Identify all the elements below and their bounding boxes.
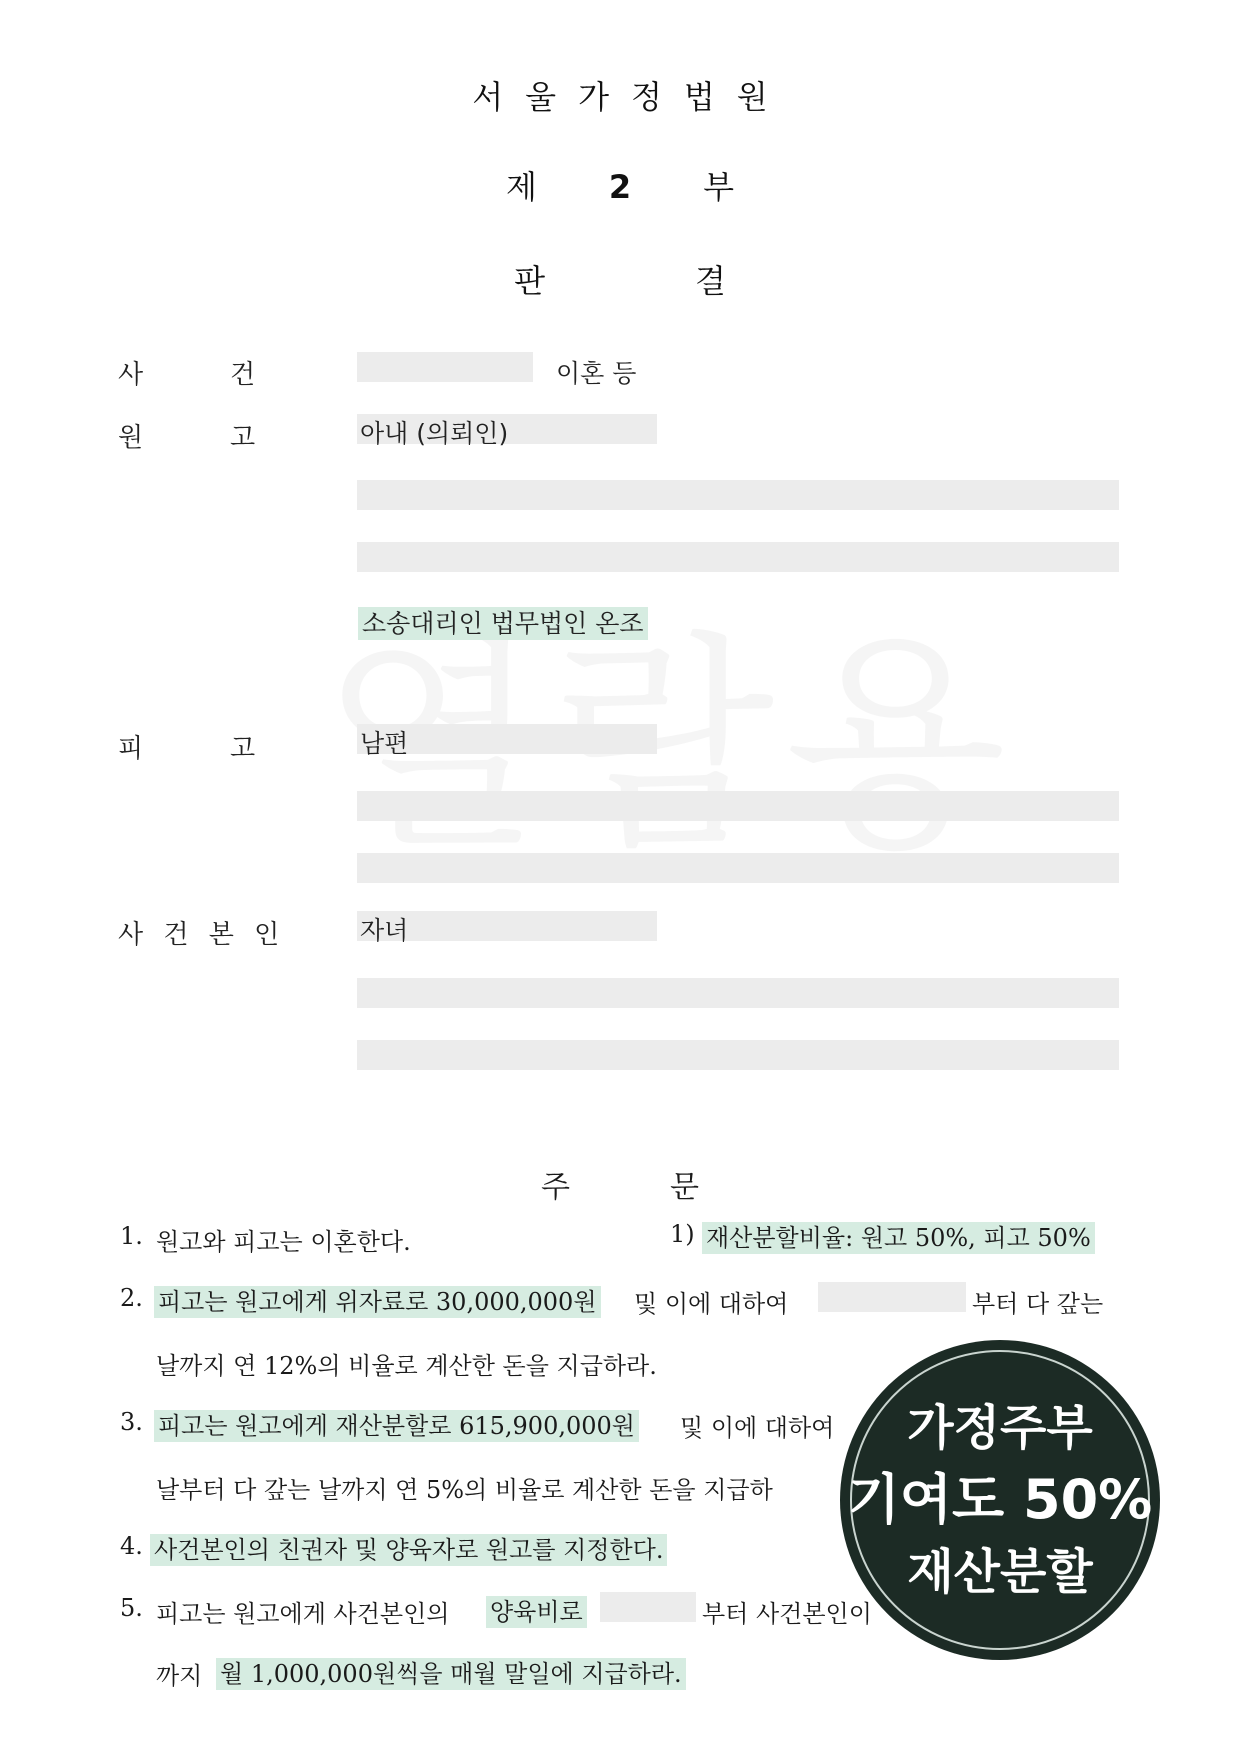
item2-rest: 및 이에 대하여 — [634, 1290, 789, 1318]
item4-highlight: 사건본인의 친권자 및 양육자로 원고를 지정한다. — [150, 1530, 667, 1565]
item1-sub-text: 재산분할비율: 원고 50%, 피고 50% — [702, 1218, 1095, 1253]
item2-line2: 날까지 연 12%의 비율로 계산한 돈을 지급하라. — [156, 1352, 657, 1380]
plaintiff-name: 아내 (의뢰인) — [360, 419, 509, 448]
item5-line2-highlight: 월 1,000,000원씩을 매월 말일에 지급하라. — [216, 1654, 686, 1689]
badge-line3: 재산분할 — [907, 1544, 1093, 1600]
item5-rest: 부터 사건본인이 — [702, 1600, 872, 1628]
item3-line2: 날부터 다 갚는 날까지 연 5%의 비율로 계산한 돈을 지급하 — [156, 1476, 773, 1504]
defendant-name: 남편 — [360, 729, 409, 758]
badge-text — [848, 1392, 1153, 1608]
principal-name: 자녀 — [360, 916, 409, 945]
item2-highlight: 피고는 원고에게 위자료로 30,000,000원 — [154, 1282, 601, 1317]
item3-rest: 및 이에 대하여 — [680, 1414, 835, 1442]
item3-number: 3. — [120, 1408, 143, 1436]
case-type: 이혼 등 — [556, 359, 637, 388]
division-char-2: 2 — [608, 168, 632, 206]
item5-pre: 피고는 원고에게 사건본인의 — [156, 1600, 450, 1628]
item1-number: 1. — [120, 1222, 143, 1250]
item4-number: 4. — [120, 1532, 143, 1560]
summary-badge — [840, 1340, 1160, 1660]
item2-date-redaction — [818, 1282, 966, 1312]
item5-number: 5. — [120, 1594, 143, 1622]
item1-text: 원고와 피고는 이혼한다. — [156, 1228, 411, 1256]
badge-line1: 가정주부 — [907, 1400, 1093, 1456]
judgment-document: 서울가정법원 제 2 부 판 결 사 건 이혼 등 원 고 아내 (의뢰인) 소송대리인 법무법인 온조 피 고 남편 사 건 본 인 자녀 주 문 1. 원고와 피고는 이혼한다. 1) 재산분할비율: 원고 50%, 피고 50% 2. 피고는 원고에게 위자료로 30,000,000원 및 이에 대하여 부터 다 갚는 날까지 연 12%의 비율로 계산한 돈을 지급하라. 3. 피고는 원고에게 재산분할로 615,900,000원 및 이에 대하여 날부터 다 갚는 날까지 연 5%의 비율로 계산한 돈을 지급하 4. 사건본인의 친권자 및 양육자로 원고를 지정한다. 5. 피고는 원고에게 사건본인의 양육비로 부터 사건본인이 까지 월 1,000,000원씩을 매월 말일에 지급하라. 가정주부 기여도 50% 재산분할 — [0, 0, 1240, 1752]
counsel-name: 소송대리인 법무법인 온조 — [358, 604, 648, 640]
defendant-address-redaction — [357, 791, 1119, 821]
item1-sub-number: 1) — [670, 1220, 695, 1248]
item3-highlight: 피고는 원고에게 재산분할로 615,900,000원 — [154, 1406, 639, 1441]
judgment-char-2: 결 — [695, 262, 726, 300]
judgment-title — [0, 256, 1240, 302]
item5-highlight: 양육비로 — [486, 1592, 587, 1627]
principal-address-redaction — [357, 978, 1119, 1008]
item2-number: 2. — [120, 1284, 143, 1312]
item5-date-redaction — [600, 1592, 696, 1622]
plaintiff-address-redaction — [357, 480, 1119, 510]
court-name: 서울가정법원 — [472, 78, 790, 116]
judgment-char-1: 판 — [514, 262, 545, 300]
defendant-address2-redaction — [357, 853, 1119, 883]
case-number-redaction — [357, 352, 533, 382]
division-title — [0, 162, 1240, 208]
division-char-1: 제 — [505, 168, 537, 206]
plaintiff-address2-redaction — [357, 542, 1119, 572]
principal-label: 사 건 본 인 — [118, 920, 286, 950]
item2-tail: 부터 다 갚는 — [972, 1290, 1104, 1318]
principal-address2-redaction — [357, 1040, 1119, 1070]
ruling-title: 주 문 — [541, 1170, 699, 1205]
item5-line2-pre: 까지 — [156, 1662, 203, 1690]
division-char-3: 부 — [703, 168, 735, 206]
badge-line2: 기여도 50% — [847, 1468, 1153, 1531]
